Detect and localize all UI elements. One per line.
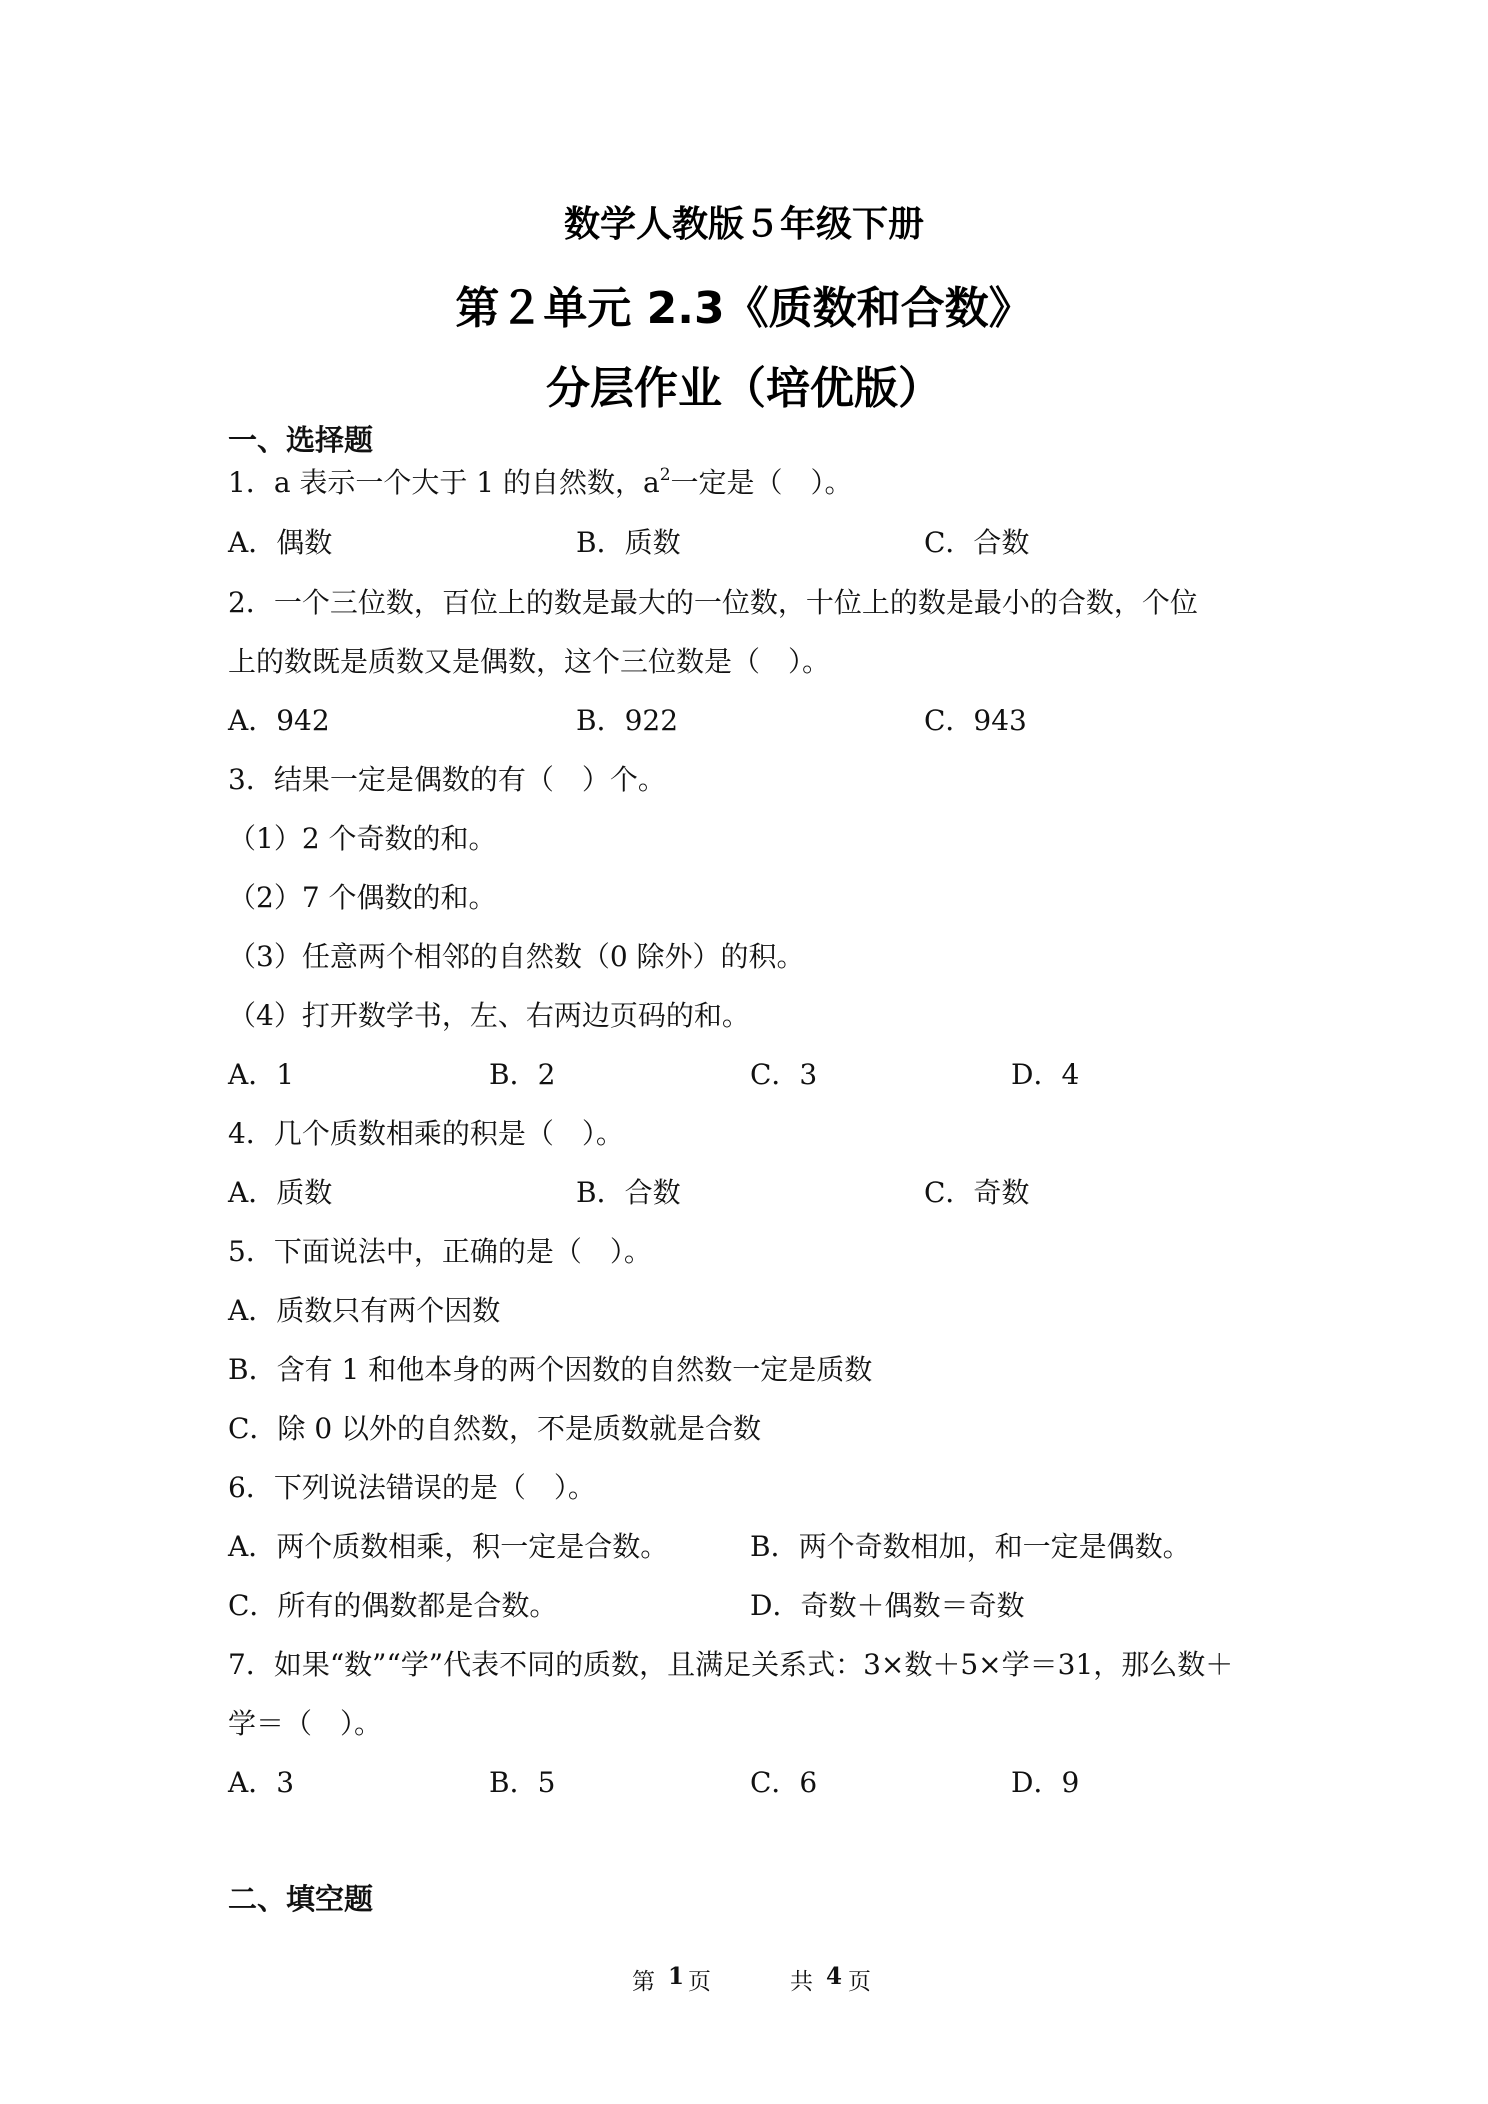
option-c: C．合数 [924, 526, 1030, 559]
option-d: D．奇数＋偶数＝奇数 [750, 1589, 1025, 1622]
question-7-line-2: 学＝（ ）。 [228, 1707, 383, 1740]
question-1-exponent: 2 [659, 465, 671, 485]
question-2-line-1: 2．一个三位数，百位上的数是最大的一位数，十位上的数是最小的合数，个位 [228, 586, 1198, 619]
option-a: A．1 [228, 1058, 295, 1091]
question-2-line-2: 上的数既是质数又是偶数，这个三位数是（ ）。 [228, 645, 831, 678]
document-title: 数学人教版５年级下册 [563, 204, 924, 245]
question-3-item-2: （2）7 个偶数的和。 [228, 881, 497, 914]
option-a: A．942 [228, 704, 330, 737]
question-4: 4．几个质数相乘的积是（ ）。 [228, 1117, 624, 1150]
question-5-option-c: C．除 0 以外的自然数，不是质数就是合数 [228, 1412, 762, 1445]
question-3-item-4: （4）打开数学书，左、右两边页码的和。 [228, 999, 750, 1032]
question-3-item-1: （1）2 个奇数的和。 [228, 822, 497, 855]
section-heading-choice: 一、选择题 [228, 423, 374, 457]
total-prefix: 共 [790, 1969, 813, 1995]
question-1 [228, 466, 853, 500]
unit-title: 第２单元 2.3《质数和合数》 [455, 283, 1033, 334]
option-a: A．两个质数相乘，积一定是合数。 [228, 1530, 669, 1563]
homework-subtitle: 分层作业（培优版） [546, 363, 942, 414]
option-b: B．5 [489, 1766, 556, 1799]
option-c: C．943 [924, 704, 1027, 737]
section-heading-fill-in: 二、填空题 [228, 1882, 374, 1916]
total-pages: 4 [826, 1963, 843, 1990]
option-b: B．922 [576, 704, 679, 737]
option-c: C．奇数 [924, 1176, 1030, 1209]
option-b: B．合数 [576, 1176, 681, 1209]
option-c: C．6 [750, 1766, 818, 1799]
question-5: 5．下面说法中，正确的是（ ）。 [228, 1235, 652, 1268]
option-c: C．所有的偶数都是合数。 [228, 1589, 558, 1622]
question-5-option-b: B．含有 1 和他本身的两个因数的自然数一定是质数 [228, 1353, 873, 1386]
question-1-text-b: 一定是（ ）。 [670, 466, 853, 499]
page-prefix: 第 [632, 1969, 655, 1995]
question-3: 3．结果一定是偶数的有（ ）个。 [228, 763, 666, 796]
option-b: B．2 [489, 1058, 556, 1091]
option-a: A．3 [228, 1766, 295, 1799]
question-1-text-a: 1．a 表示一个大于 1 的自然数，a [228, 466, 660, 499]
total-suffix: 页 [848, 1969, 871, 1995]
option-b: B．质数 [576, 526, 681, 559]
option-a: A．偶数 [228, 526, 333, 559]
page-suffix: 页 [688, 1969, 711, 1995]
question-5-option-a: A．质数只有两个因数 [228, 1294, 501, 1327]
option-c: C．3 [750, 1058, 818, 1091]
question-6: 6．下列说法错误的是（ ）。 [228, 1471, 596, 1504]
option-d: D．4 [1011, 1058, 1080, 1091]
option-b: B．两个奇数相加，和一定是偶数。 [750, 1530, 1191, 1563]
option-d: D．9 [1011, 1766, 1080, 1799]
page-number: 1 [668, 1963, 685, 1990]
option-a: A．质数 [228, 1176, 333, 1209]
question-7-line-1: 7．如果“数”“学”代表不同的质数，且满足关系式：3×数＋5×学＝31，那么数＋ [228, 1648, 1234, 1681]
question-3-item-3: （3）任意两个相邻的自然数（0 除外）的积。 [228, 940, 805, 973]
